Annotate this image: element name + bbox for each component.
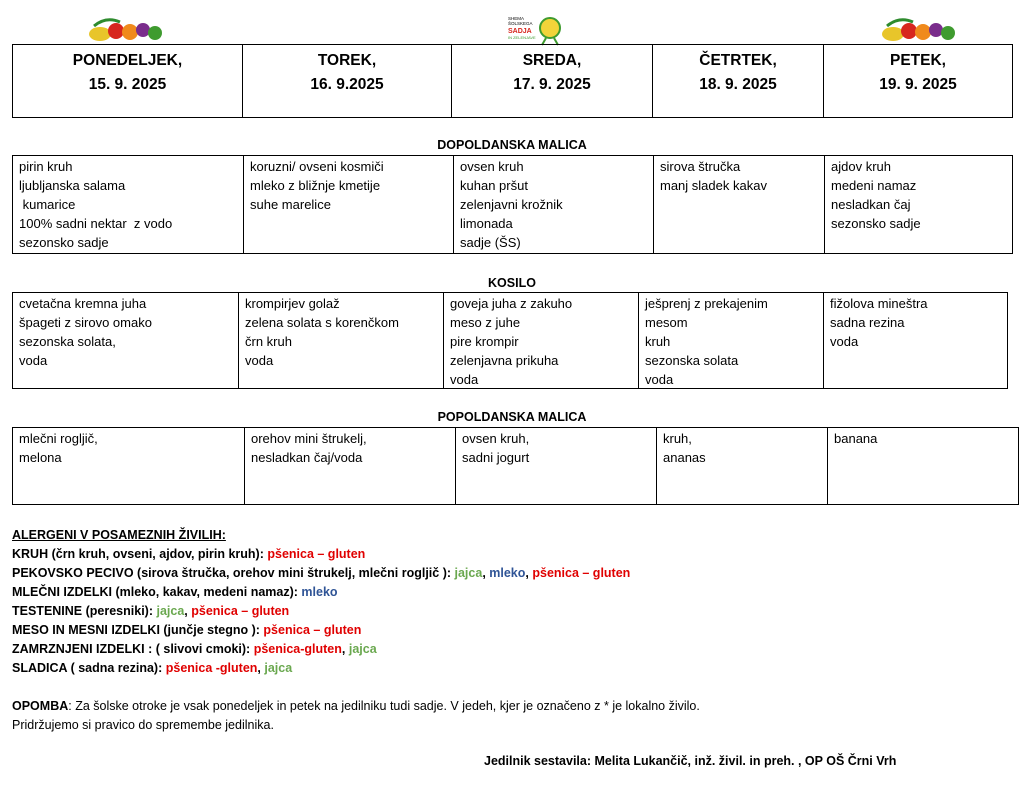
allergen-row <box>12 564 992 583</box>
allergen-tag: jajca <box>348 642 377 656</box>
allergen-food-label: SLADICA ( sadna rezina): <box>12 661 166 675</box>
kosilo-thu: ješprenj z prekajenim mesom kruh sezonska solata voda <box>639 293 824 388</box>
allergen-food-label: , <box>525 566 533 580</box>
kosilo-tue: krompirjev golaž zelena solata s korenčkom črn kruh voda <box>239 293 444 388</box>
allergen-tag: pšenica-gluten <box>253 642 342 656</box>
popoldanska-table <box>12 427 1019 505</box>
note-line-2: Pridržujemo si pravico do spremembe jedilnika. <box>12 718 274 732</box>
allergen-row <box>12 583 992 602</box>
dopoldanska-fri: ajdov kruh medeni namaz nesladkan čaj sezonsko sadje <box>831 159 921 231</box>
fruit-logo-left <box>86 14 168 44</box>
dopoldanska-mon: pirin kruh ljubljanska salama kumarice 100% sadni nektar z vodo sezonsko sadje <box>13 156 244 253</box>
day-header-thu: ČETRTEK, 18. 9. 2025 <box>653 45 824 117</box>
allergen-tag: pšenica – gluten <box>191 604 290 618</box>
kosilo-wed: goveja juha z zakuho meso z juhe pire krompir zelenjavna prikuha voda <box>444 293 639 388</box>
section-title-popoldanska: POPOLDANSKA MALICA <box>437 410 587 424</box>
svg-text:SHEMA: SHEMA <box>508 16 525 21</box>
popoldanska-tue: orehov mini štrukelj, nesladkan čaj/voda <box>245 428 456 504</box>
dopoldanska-table <box>12 155 1013 254</box>
allergen-tag: pšenica – gluten <box>263 623 362 637</box>
allergen-row <box>12 640 992 659</box>
allergen-food-label: , <box>341 642 349 656</box>
allergen-food-label: TESTENINE (peresniki): <box>12 604 157 618</box>
svg-text:IN ZELENJAVE: IN ZELENJAVE <box>508 35 536 40</box>
allergen-food-label: , <box>482 566 490 580</box>
allergen-food-label: KRUH (črn kruh, ovseni, ajdov, pirin kruh): <box>12 547 268 561</box>
allergens-list <box>12 545 992 678</box>
note-label: OPOMBA <box>12 699 69 713</box>
note-line-1 <box>12 697 700 716</box>
popoldanska-fri: banana <box>834 431 878 446</box>
allergen-row <box>12 659 992 678</box>
note-block <box>12 697 700 735</box>
popoldanska-wed: ovsen kruh, sadni jogurt <box>456 428 657 504</box>
svg-text:ŠOLSKEGA: ŠOLSKEGA <box>508 21 533 26</box>
allergen-tag: mleko <box>489 566 526 580</box>
section-title-kosilo: KOSILO <box>488 276 536 290</box>
popoldanska-mon: mlečni rogljič, melona <box>13 428 245 504</box>
allergen-tag: pšenica – gluten <box>267 547 366 561</box>
fruit-logo-right <box>880 14 960 44</box>
allergen-tag: pšenica – gluten <box>532 566 631 580</box>
school-fruit-scheme-logo <box>506 14 564 46</box>
svg-text:SADJA: SADJA <box>508 28 532 35</box>
day-header-fri: PETEK, 19. 9. 2025 <box>879 52 957 93</box>
allergen-row <box>12 545 992 564</box>
allergen-food-label: MESO IN MESNI IZDELKI (junčje stegno ): <box>12 623 264 637</box>
signature: Jedilnik sestavila: Melita Lukančič, inž. živil. in preh. , OP OŠ Črni Vrh <box>484 754 897 768</box>
day-header-table <box>12 44 1013 118</box>
dopoldanska-thu: sirova štručka manj sladek kakav <box>654 156 825 253</box>
day-header-wed: SREDA, 17. 9. 2025 <box>452 45 653 117</box>
note-text: : Za šolske otroke je vsak ponedeljek in petek na jedilniku tudi sadje. V jedeh, kjer je označeno z * je lokalno živilo. <box>68 699 700 713</box>
allergen-tag: pšenica -gluten <box>165 661 258 675</box>
dopoldanska-tue: koruzni/ ovseni kosmiči mleko z bližnje kmetije suhe marelice <box>244 156 454 253</box>
allergen-food-label: ZAMRZNJENI IZDELKI : ( slivovi cmoki): <box>12 642 254 656</box>
allergen-row <box>12 602 992 621</box>
dopoldanska-wed: ovsen kruh kuhan pršut zelenjavni krožnik limonada sadje (ŠS) <box>454 156 654 253</box>
section-title-dopoldanska: DOPOLDANSKA MALICA <box>437 138 587 152</box>
allergen-food-label: , <box>257 661 265 675</box>
day-header-tue: TOREK, 16. 9.2025 <box>243 45 452 117</box>
allergen-food-label: , <box>184 604 192 618</box>
allergens-block <box>12 526 992 678</box>
allergen-tag: jajca <box>454 566 483 580</box>
allergen-tag: jajca <box>264 661 293 675</box>
popoldanska-thu: kruh, ananas <box>657 428 828 504</box>
allergen-row <box>12 621 992 640</box>
allergen-tag: jajca <box>156 604 185 618</box>
day-header-mon: PONEDELJEK, 15. 9. 2025 <box>13 45 243 117</box>
allergen-food-label: MLEČNI IZDELKI (mleko, kakav, medeni namaz): <box>12 585 302 599</box>
kosilo-table <box>12 292 1008 389</box>
allergens-title: ALERGENI V POSAMEZNIH ŽIVILIH: <box>12 528 226 542</box>
kosilo-fri: fižolova mineštra sadna rezina voda <box>830 296 928 349</box>
allergen-tag: mleko <box>301 585 338 599</box>
kosilo-mon: cvetačna kremna juha špageti z sirovo omako sezonska solata, voda <box>13 293 239 388</box>
allergen-food-label: PEKOVSKO PECIVO (sirova štručka, orehov mini štrukelj, mlečni rogljič ): <box>12 566 455 580</box>
